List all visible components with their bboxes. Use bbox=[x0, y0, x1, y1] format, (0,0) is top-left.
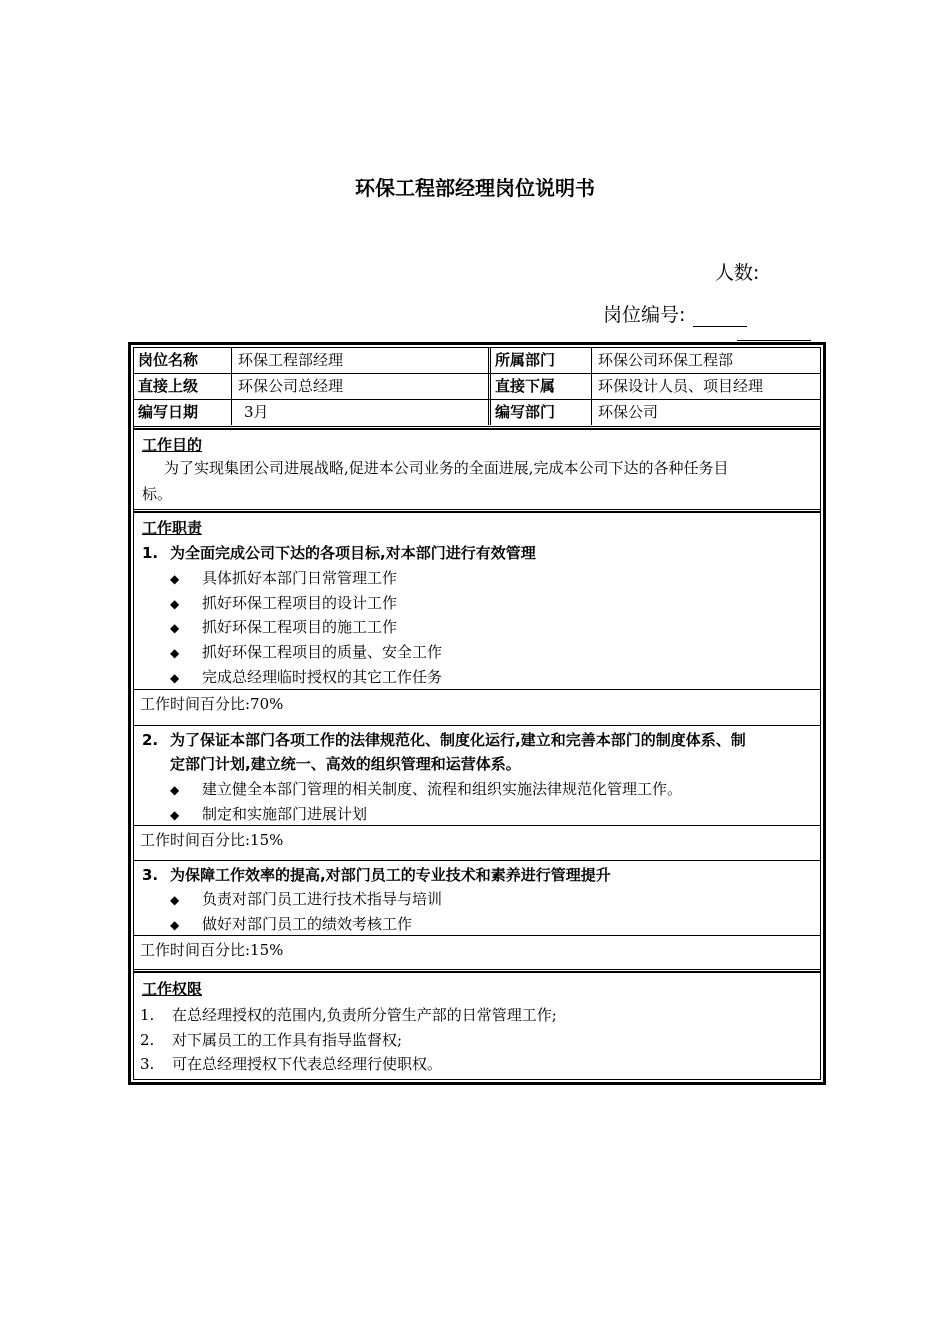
department-value: 环保公司环保工程部 bbox=[598, 351, 734, 369]
section-divider bbox=[134, 509, 820, 513]
divider bbox=[134, 860, 820, 861]
diamond-bullet-icon: ◆ bbox=[170, 597, 180, 611]
document-title: 环保工程部经理岗位说明书 bbox=[355, 176, 595, 200]
post-number-blank bbox=[693, 306, 747, 327]
duty-1-time: 工作时间百分比:70% bbox=[140, 695, 284, 713]
list-item bbox=[170, 913, 412, 934]
authority-item-num: 3. bbox=[140, 1055, 155, 1073]
diamond-bullet-icon: ◆ bbox=[170, 893, 180, 907]
list-item-text: 建立健全本部门管理的相关制度、流程和组织实施法律规范化管理工作。 bbox=[202, 780, 683, 798]
duty-3-time: 工作时间百分比:15% bbox=[140, 941, 284, 959]
purpose-text-cont bbox=[142, 482, 814, 507]
authority-item-num: 2. bbox=[140, 1031, 155, 1049]
list-item-text: 抓好环保工程项目的施工工作 bbox=[202, 618, 398, 636]
duty-3-num: 3. bbox=[142, 866, 159, 884]
subordinate-label: 直接下属 bbox=[491, 374, 592, 399]
department-label: 所属部门 bbox=[491, 348, 592, 373]
list-item bbox=[170, 641, 442, 662]
duty-2-title-cont: 定部门计划,建立统一、高效的组织管理和运营体系。 bbox=[170, 755, 521, 773]
duty-3-title bbox=[142, 864, 611, 885]
duty-2-title bbox=[142, 729, 746, 750]
duty-1-text: 为全面完成公司下达的各项目标,对本部门进行有效管理 bbox=[170, 544, 536, 562]
list-item bbox=[170, 803, 367, 824]
duty-3-text: 为保障工作效率的提高,对部门员工的专业技术和素养进行管理提升 bbox=[170, 866, 611, 884]
divider bbox=[134, 689, 820, 690]
post-number-label: 岗位编号: bbox=[603, 304, 686, 326]
authority-item-text: 可在总经理授权下代表总经理行使职权。 bbox=[172, 1055, 443, 1073]
list-item-text: 完成总经理临时授权的其它工作任务 bbox=[202, 668, 443, 686]
duty-1-title bbox=[142, 542, 536, 563]
list-item bbox=[170, 666, 442, 687]
divider bbox=[134, 725, 820, 726]
authority-item-2 bbox=[140, 1029, 402, 1050]
purpose-heading: 工作目的 bbox=[142, 436, 203, 454]
list-item bbox=[170, 616, 397, 637]
list-item bbox=[170, 778, 682, 799]
duties-heading: 工作职责 bbox=[142, 519, 203, 537]
authority-heading: 工作权限 bbox=[142, 980, 203, 998]
superior-value: 环保公司总经理 bbox=[232, 374, 491, 399]
author-dept-value: 环保公司 bbox=[598, 403, 659, 421]
section-divider bbox=[134, 969, 820, 973]
list-item-text: 负责对部门员工进行技术指导与培训 bbox=[202, 890, 443, 908]
info-row-3 bbox=[134, 400, 820, 425]
header-rule bbox=[737, 340, 811, 341]
date-label: 编写日期 bbox=[134, 400, 232, 425]
date-value: 3月 bbox=[232, 400, 491, 425]
post-name-value: 环保工程部经理 bbox=[232, 348, 491, 373]
superior-label: 直接上级 bbox=[134, 374, 232, 399]
duty-2-text: 为了保证本部门各项工作的法律规范化、制度化运行,建立和完善本部门的制度体系、制 bbox=[170, 731, 746, 749]
subordinate-value: 环保设计人员、项目经理 bbox=[598, 377, 764, 395]
list-item bbox=[170, 567, 397, 588]
author-dept-label: 编写部门 bbox=[491, 400, 592, 425]
authority-item-num: 1. bbox=[140, 1006, 155, 1024]
authority-item-3 bbox=[140, 1053, 442, 1074]
authority-item-text: 对下属员工的工作具有指导监督权; bbox=[172, 1031, 403, 1049]
diamond-bullet-icon: ◆ bbox=[170, 671, 180, 685]
list-item-text: 做好对部门员工的绩效考核工作 bbox=[202, 915, 413, 933]
list-item-text: 制定和实施部门进展计划 bbox=[202, 805, 368, 823]
section-divider bbox=[134, 426, 820, 430]
list-item bbox=[170, 888, 442, 909]
job-description-table bbox=[128, 342, 826, 1085]
diamond-bullet-icon: ◆ bbox=[170, 646, 180, 660]
duty-2-num: 2. bbox=[142, 731, 159, 749]
authority-item-1 bbox=[140, 1004, 557, 1025]
divider bbox=[134, 935, 820, 936]
info-row-2 bbox=[134, 374, 820, 400]
people-count-label: 人数: bbox=[715, 262, 760, 284]
info-row-1 bbox=[134, 348, 820, 374]
purpose-text bbox=[142, 456, 814, 481]
duty-1-num: 1. bbox=[142, 544, 159, 562]
purpose-line-1: 为了实现集团公司进展战略,促进本公司业务的全面进展,完成本公司下达的各种任务目 bbox=[164, 459, 729, 477]
purpose-line-2: 标。 bbox=[142, 485, 173, 503]
post-name-label: 岗位名称 bbox=[134, 348, 232, 373]
diamond-bullet-icon: ◆ bbox=[170, 783, 180, 797]
diamond-bullet-icon: ◆ bbox=[170, 918, 180, 932]
diamond-bullet-icon: ◆ bbox=[170, 808, 180, 822]
diamond-bullet-icon: ◆ bbox=[170, 572, 180, 586]
list-item-text: 具体抓好本部门日常管理工作 bbox=[202, 569, 398, 587]
diamond-bullet-icon: ◆ bbox=[170, 621, 180, 635]
divider bbox=[134, 825, 820, 826]
list-item-text: 抓好环保工程项目的质量、安全工作 bbox=[202, 643, 443, 661]
duty-2-time: 工作时间百分比:15% bbox=[140, 831, 284, 849]
authority-item-text: 在总经理授权的范围内,负责所分管生产部的日常管理工作; bbox=[172, 1006, 557, 1024]
list-item bbox=[170, 592, 397, 613]
post-number-field bbox=[603, 300, 747, 327]
list-item-text: 抓好环保工程项目的设计工作 bbox=[202, 594, 398, 612]
